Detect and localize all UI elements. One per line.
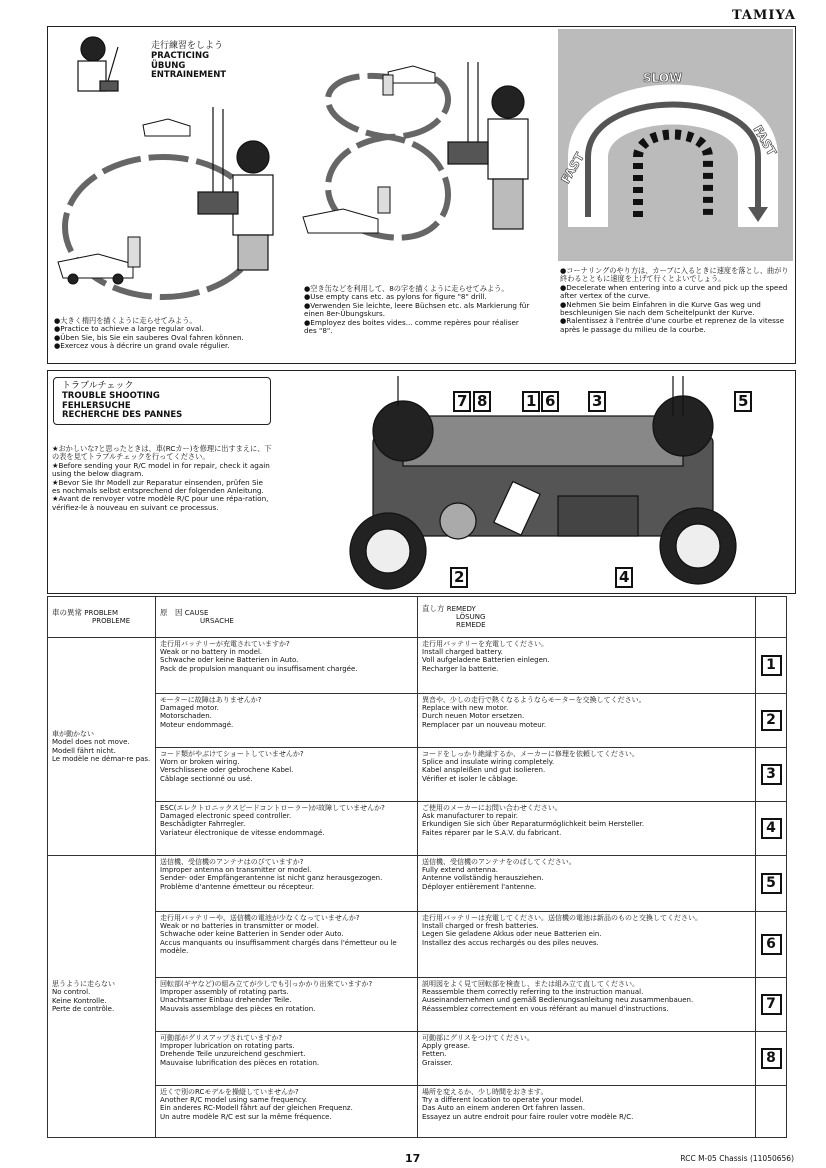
callout-1: 1: [522, 391, 540, 412]
oval-caption-jp: ●大きく楕円を描くように走らせてみよう。: [54, 316, 197, 325]
number-cell: [756, 978, 787, 1032]
trouble-title-de: FEHLERSUCHE: [62, 400, 131, 411]
cause-fr: Câblage sectionné ou usé.: [160, 774, 253, 783]
problem-fr: Perte de contrôle.: [52, 1004, 115, 1013]
curve-caption-en: ●Decelerate when entering into a curve and pick up the speed after vertex of the curve.: [560, 282, 788, 301]
kid-icon: [78, 37, 118, 91]
cause-jp: 近くで別のRCモデルを操縦していませんか?: [160, 1088, 299, 1096]
cause-header-en: CAUSE: [184, 608, 209, 617]
remedy-fr: Réassemblez correctement en vous référant au manuel d'instructions.: [422, 1004, 669, 1013]
cause-de: Sender- oder Empfängerantenne ist nicht ganz herausgezogen.: [160, 874, 383, 883]
table-row: [48, 912, 787, 978]
table-row: [48, 802, 787, 856]
problem-cell: [48, 638, 156, 856]
trouble-intro-de: ★Bevor Sie Ihr Modell zur Reparatur einsenden, prüfen Sie es nochmals selbst entsprechend der folgenden Anleitung.: [52, 477, 264, 496]
step-number: 4: [761, 818, 782, 839]
figure8-caption: [304, 285, 532, 335]
trouble-intro-en: ★Before sending your R/C model in for repair, check it again using the below diagram.: [52, 460, 270, 479]
number-cell: [756, 856, 787, 912]
trouble-intro-jp: ★おかしいな?と思ったときは、車(RCカー)を修理に出すまえに、下の表を見てトラブルチェックを行ってください。: [52, 444, 272, 462]
remedy-fr: Essayez un autre endroit pour faire rouler votre modèle R/C.: [422, 1112, 634, 1121]
problem-header: [48, 597, 156, 638]
figure8-caption-de: ●Verwenden Sie leichte, leere Büchsen etc. als Markierung für einen 8er-Übungskurs.: [304, 300, 530, 319]
practice-title-de: ÜBUNG: [151, 60, 186, 71]
number-cell: [756, 1032, 787, 1086]
trouble-table: [47, 596, 787, 1138]
remedy-jp: 異音や、少しの走行で熱くなるようならモーターを交換してください。: [422, 696, 646, 704]
number-cell: [756, 748, 787, 802]
cause-fr: Accus manquants ou insuffisamment chargés dans l'émetteur ou le modèle.: [160, 938, 397, 955]
boy-icon: [198, 107, 273, 270]
cause-cell: [156, 638, 418, 694]
trouble-panel: [47, 370, 796, 594]
cause-cell: [156, 802, 418, 856]
problem-header-jp: 車の異常: [52, 607, 82, 617]
problem-jp: 車が動かない: [52, 730, 94, 739]
callout-2: 2: [450, 567, 468, 588]
callout-3: 3: [588, 391, 606, 412]
table-row: [48, 638, 787, 694]
trouble-intro-fr: ★Avant de renvoyer votre modèle R/C pour une répa-ration, vérifiez-le à nouveau en suivant ce processus.: [52, 494, 269, 512]
table-row: [48, 748, 787, 802]
brand-logo: TAMIYA: [731, 8, 796, 23]
cause-jp: コード類がやぶけてショートしていませんか?: [160, 750, 304, 758]
car-icon: [388, 66, 435, 83]
table-row: [48, 978, 787, 1032]
cause-de: Ein anderes RC-Modell fährt auf der gleichen Frequenz.: [160, 1104, 353, 1113]
cause-cell: [156, 1086, 418, 1138]
cause-fr: Un autre modèle R/C est sur la même fréquence.: [160, 1112, 332, 1121]
remedy-jp: 送信機、受信機のアンテナをのばしてください。: [422, 858, 576, 866]
figure8-caption-fr: ●Employez des boites vides... comme repères pour réaliser des "8".: [304, 317, 519, 336]
trouble-title-fr: RECHERCHE DES PANNES: [62, 410, 183, 420]
remedy-cell: [418, 1032, 756, 1086]
step-number: 1: [761, 655, 782, 676]
fast-right-label: FAST: [750, 122, 779, 159]
cause-jp: モーターに故障はありませんか?: [160, 696, 262, 704]
figure8-caption-jp: ●空き缶などを利用して、8の字を描くように走らせてみよう。: [304, 284, 509, 293]
remedy-cell: [418, 1086, 756, 1138]
oval-caption-en: ●Practice to achieve a large regular oval.: [54, 324, 204, 334]
trouble-title-en: TROUBLE SHOOTING: [62, 391, 160, 401]
can-icon: [378, 187, 390, 213]
cause-fr: Mauvaise lubrification des pièces en rotation.: [160, 1058, 320, 1067]
problem-header-fr: PROBLEME: [92, 617, 131, 625]
practice-title-jp: 走行練習をしよう: [151, 41, 224, 51]
cause-de: Beschädigter Fahrregler.: [160, 820, 246, 829]
curve-caption: [560, 267, 790, 334]
remedy-jp: 説明図をよく見て回転部を検査し、または組み立て直してください。: [422, 980, 639, 988]
remedy-cell: [418, 638, 756, 694]
page-number: 17: [405, 1152, 421, 1165]
cause-header-de: URSACHE: [200, 617, 234, 625]
cause-de: Schwache oder keine Batterien in Sender oder Auto.: [160, 930, 344, 939]
cause-fr: Pack de propulsion manquant ou insuffisament chargée.: [160, 664, 358, 673]
remedy-cell: [418, 912, 756, 978]
remedy-de: Auseinandernehmen und gemäß Bedienungsanleitung neu zusammenbauen.: [422, 996, 694, 1005]
step-number: 3: [761, 764, 782, 785]
callout-6: 6: [541, 391, 559, 412]
cause-jp: 走行用バッテリーが充電されていますか?: [160, 640, 290, 648]
wheel-icon: [373, 401, 433, 461]
remedy-jp: 可動部にグリスをつけてください。: [422, 1034, 534, 1042]
remedy-jp: 走行用バッテリーは充電してください。送信機の電池は新品のものと交換してください。: [422, 914, 702, 922]
number-cell: [756, 638, 787, 694]
cause-jp: 走行用バッテリーや、送信機の電池が少なくなっていませんか?: [160, 914, 360, 922]
remedy-header-de: LÖSUNG: [456, 612, 486, 621]
cause-de: Drehende Teile unzureichend geschmiert.: [160, 1050, 306, 1059]
cause-de: Verschlissene oder gebrochene Kabel.: [160, 766, 294, 775]
car-icon: [58, 119, 190, 284]
callout-5: 5: [734, 391, 752, 412]
practice-title: [151, 41, 226, 81]
remedy-header-en: REMEDY: [446, 604, 476, 613]
cause-header: [156, 597, 418, 638]
remedy-de: Kabel anspleißen und gut isolieren.: [422, 766, 546, 775]
remedy-cell: [418, 856, 756, 912]
cause-en: Another R/C model using same frequency.: [160, 1096, 308, 1105]
cause-cell: [156, 748, 418, 802]
document-id: RCC M-05 Chassis (11050656): [680, 1154, 794, 1163]
motor-icon: [440, 503, 476, 539]
step-number: 7: [761, 994, 782, 1015]
cause-de: Motorschaden.: [160, 712, 212, 721]
remedy-en: Ask manufacturer to repair.: [422, 812, 519, 821]
remedy-en: Install charged battery.: [422, 648, 503, 657]
remedy-fr: Déployer entièrement l'antenne.: [422, 882, 537, 891]
remedy-de: Fetten.: [422, 1050, 447, 1059]
cause-jp: ESC(エレクトロニックスピードコントローラー)が故障していませんか?: [160, 804, 385, 812]
remedy-fr: Installez des accus rechargés ou des piles neuves.: [422, 938, 599, 947]
cause-en: Worn or broken wiring.: [160, 758, 240, 767]
remedy-jp: コードをしっかり絶縁するか、メーカーに修理を依頼してください。: [422, 750, 639, 758]
problem-fr: Le modèle ne démar-re pas.: [52, 754, 151, 763]
cause-fr: Problème d'antenne émetteur ou récepteur.: [160, 882, 314, 891]
remedy-en: Splice and insulate wiring completely.: [422, 758, 555, 767]
cause-en: Weak or no battery in model.: [160, 648, 263, 657]
remedy-fr: Faites réparer par le S.A.V. du fabricant.: [422, 828, 562, 837]
trouble-title-jp: トラブルチェック: [62, 381, 134, 391]
problem-cell: [48, 856, 156, 1138]
callout-8: 8: [473, 391, 491, 412]
remedy-en: Replace with new motor.: [422, 704, 509, 713]
cause-en: Weak or no batteries in transmitter or model.: [160, 922, 319, 931]
remedy-header-jp: 直し方: [422, 603, 445, 613]
remedy-cell: [418, 802, 756, 856]
problem-jp: 思うように走らない: [52, 980, 115, 989]
cause-jp: 回転部(ギヤなど)の組み立てが少しでも引っかかり出来ていますか?: [160, 980, 373, 988]
remedy-de: Das Auto an einem anderen Ort fahren lassen.: [422, 1104, 585, 1113]
table-row: [48, 1086, 787, 1138]
trouble-title: [53, 377, 271, 425]
cause-cell: [156, 694, 418, 748]
cause-jp: 可動部がグリスアップされていますか?: [160, 1034, 283, 1042]
fast-left-label: FAST: [558, 150, 588, 186]
can-icon: [128, 237, 140, 267]
car-icon: [303, 209, 378, 233]
table-row: [48, 694, 787, 748]
problem-en: No control.: [52, 988, 91, 997]
esc-icon: [558, 496, 638, 536]
cause-en: Improper antenna on transmitter or model.: [160, 866, 312, 875]
number-cell: [756, 912, 787, 978]
oval-caption: [54, 317, 284, 351]
cause-jp: 送信機、受信機のアンテナはのびていますか?: [160, 858, 304, 866]
table-row: [48, 1032, 787, 1086]
callout-7: 7: [453, 391, 471, 412]
remedy-de: Legen Sie geladene Akkus oder neue Batterien ein.: [422, 930, 602, 939]
step-number: 8: [761, 1048, 782, 1069]
cause-cell: [156, 912, 418, 978]
remedy-de: Erkundigen Sie sich über Reparaturmöglichkeit beim Hersteller.: [422, 820, 645, 829]
curve-caption-jp: ●コーナリングのやり方は、カーブに入るときに速度を落とし、曲がり終わるとともに速度を上げて行くとよいでしょう。: [560, 266, 789, 284]
remedy-en: Apply grease.: [422, 1042, 470, 1051]
remedy-en: Fully extend antenna.: [422, 866, 498, 875]
figure8-caption-en: ●Use empty cans etc. as pylons for figure "8" drill.: [304, 292, 487, 302]
trouble-intro: [52, 445, 272, 512]
remedy-fr: Recharger la batterie.: [422, 664, 499, 673]
cause-en: Improper lubrication on rotating parts.: [160, 1042, 295, 1051]
number-cell: [756, 1086, 787, 1138]
step-number: 6: [761, 934, 782, 955]
can-icon: [383, 75, 393, 95]
problem-en: Model does not move.: [52, 738, 130, 747]
problem-de: Keine Kontrolle.: [52, 996, 107, 1005]
cause-en: Damaged electronic speed controller.: [160, 812, 292, 821]
cause-en: Improper assembly of rotating parts.: [160, 988, 289, 997]
remedy-cell: [418, 978, 756, 1032]
remedy-de: Durch neuen Motor ersetzen.: [422, 712, 525, 721]
cause-de: Unachtsamer Einbau drehender Teile.: [160, 996, 292, 1005]
boy-icon: [448, 62, 528, 229]
table-row: [48, 856, 787, 912]
practice-title-en: PRACTICING: [151, 51, 210, 61]
slow-label: SLOW: [643, 71, 683, 85]
practice-panel: [47, 26, 796, 364]
cause-cell: [156, 856, 418, 912]
number-cell: [756, 694, 787, 748]
step-number: 2: [761, 710, 782, 731]
cause-de: Schwache oder keine Batterien in Auto.: [160, 656, 299, 665]
remedy-jp: 場所を変えるか、少し時間をおきます。: [422, 1088, 548, 1096]
step-number: 5: [761, 873, 782, 894]
remedy-de: Voll aufgeladene Batterien einlegen.: [422, 656, 550, 665]
remedy-en: Reassemble them correctly referring to the instruction manual.: [422, 988, 644, 997]
number-header: [756, 597, 787, 638]
remedy-jp: 走行用バッテリーを充電してください。: [422, 640, 548, 648]
cause-fr: Mauvais assemblage des pièces en rotation.: [160, 1004, 316, 1013]
cause-en: Damaged motor.: [160, 704, 219, 713]
curve-caption-fr: ●Ralentissez à l'entrée d'une courbe et reprenez de la vitesse après le passage du milieu de la courbe.: [560, 316, 785, 334]
cause-cell: [156, 978, 418, 1032]
cause-fr: Moteur endommagé.: [160, 720, 234, 729]
remedy-de: Antenne vollständig herausziehen.: [422, 874, 544, 883]
oval-caption-de: ●Üben Sie, bis Sie ein sauberes Oval fahren können.: [54, 332, 244, 342]
curve-caption-de: ●Nehmen Sie beim Einfahren in die Kurve Gas weg und beschleunigen Sie nach dem Scheitelpunkt der Kurve.: [560, 299, 761, 318]
oval-caption-fr: ●Exercez vous à décrire un grand ovale régulier.: [54, 341, 230, 351]
cause-fr: Variateur électronique de vitesse endommagé.: [160, 828, 325, 837]
remedy-cell: [418, 694, 756, 748]
practice-title-fr: ENTRAINEMENT: [151, 70, 227, 80]
remedy-fr: Remplacer par un nouveau moteur.: [422, 720, 547, 729]
problem-de: Modell fährt nicht.: [52, 746, 116, 755]
cause-cell: [156, 1032, 418, 1086]
remedy-fr: Graisser.: [422, 1058, 453, 1067]
problem-header-en: PROBLEM: [84, 608, 118, 617]
remedy-cell: [418, 748, 756, 802]
remedy-en: Try a different location to operate your model.: [422, 1096, 584, 1105]
number-cell: [756, 802, 787, 856]
cause-header-jp: 原 因: [160, 607, 183, 617]
remedy-header-fr: REMEDE: [456, 621, 486, 630]
callout-4: 4: [615, 567, 633, 588]
remedy-fr: Vérifier et isoler le câblage.: [422, 774, 518, 783]
remedy-header: [418, 597, 756, 638]
remedy-jp: ご使用のメーカーにお問い合わせください。: [422, 804, 562, 812]
table-header-row: [48, 597, 787, 638]
remedy-en: Install charged or fresh batteries.: [422, 922, 539, 931]
